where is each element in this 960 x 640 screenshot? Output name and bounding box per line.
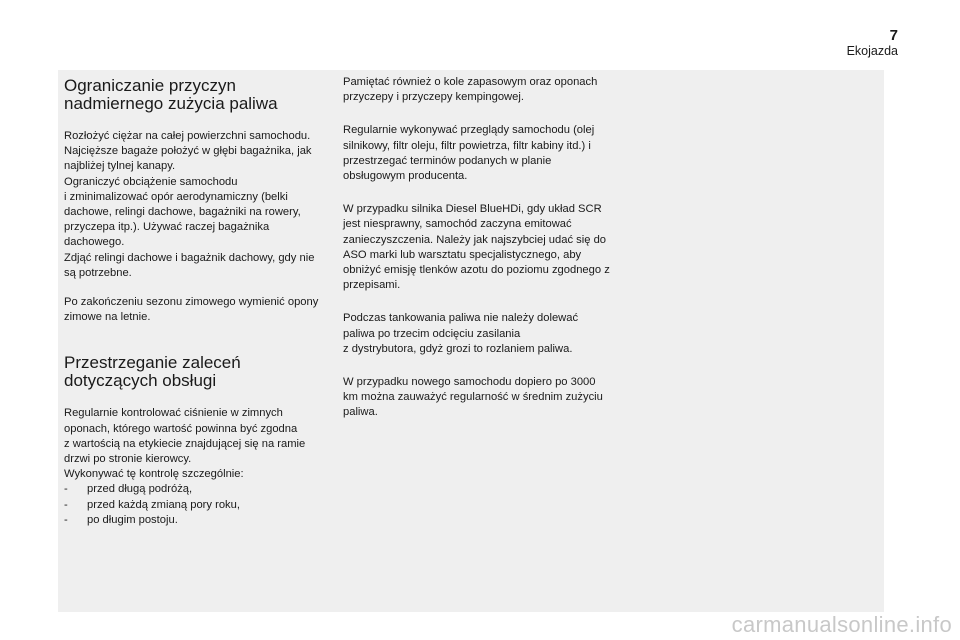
section-title: Ekojazda (846, 44, 898, 58)
heading-maintenance-text: Przestrzeganie zaleceń dotyczących obsługi (64, 353, 241, 391)
paragraph-bluehdi: W przypadku silnika Diesel BlueHDi, gdy układ SCR jest niesprawny, samochód zaczyna emitować zanieczyszczenia. Należy jak najszybciej udać się do ASO marki lub warsztatu specjalistycznego, aby obniżyć emisję tlenków azotu do poziomu zgodnego z przepisami. (343, 203, 610, 292)
paragraph-winter-tyres: Po zakończeniu sezonu zimowego wymienić opony zimowe na letnie. (64, 296, 319, 324)
paragraph-spare-wheel: Pamiętać również o kole zapasowym oraz oponach przyczepy i przyczepy kempingowej. (343, 76, 598, 104)
right-column (343, 70, 611, 439)
page-number: 7 (889, 27, 898, 44)
check-list (64, 482, 329, 528)
list-item: - przed każdą zmianą pory roku, (64, 498, 240, 511)
watermark: carmanualsonline.info (731, 612, 952, 637)
paragraph-load: Rozłożyć ciężar na całej powierzchni samochodu. Najcięższe bagaże położyć w głębi bagażnika, jak najbliżej tylnej kanapy. Ograniczyć obciążenie samochodu i zminimalizować opór aerodynamiczny (belki dachowe, relingi dachowe, bagażniki na rowery, przyczepa itp.). Używać raczej bagażnika dachowego. Zdjąć relingi dachowe i bagażnik dachowy, gdy nie są potrzebne. (64, 130, 315, 279)
page-header (847, 28, 898, 58)
content-panel (58, 70, 884, 612)
left-column (64, 70, 329, 528)
heading-fuel-consumption (64, 77, 329, 113)
list-item: - po długim postoju. (64, 513, 178, 526)
paragraph-new-car: W przypadku nowego samochodu dopiero po 3000 km można zauważyć regularność w średnim zużyciu paliwa. (343, 376, 603, 419)
paragraph-tyre-pressure: Regularnie kontrolować ciśnienie w zimnych oponach, którego wartość powinna być zgodna z wartością na etykiecie znajdującej się na ramie drzwi po stronie kierowcy. Wykonywać tę kontrolę szczególnie: (64, 407, 306, 481)
paragraph-refuelling: Podczas tankowania paliwa nie należy dolewać paliwa po trzecim odcięciu zasilania z dystrybutora, gdyż grozi to rozlaniem paliwa. (343, 312, 579, 355)
heading-maintenance (64, 354, 329, 390)
paragraph-service: Regularnie wykonywać przeglądy samochodu (olej silnikowy, filtr oleju, filtr powietrza, filtr kabiny itd.) i przestrzegać terminów podanych w planie obsługowym producenta. (343, 124, 595, 183)
list-item: - przed długą podróżą, (64, 483, 193, 496)
heading-fuel-consumption-text: Ograniczanie przyczyn nadmiernego zużycia paliwa (64, 76, 278, 113)
